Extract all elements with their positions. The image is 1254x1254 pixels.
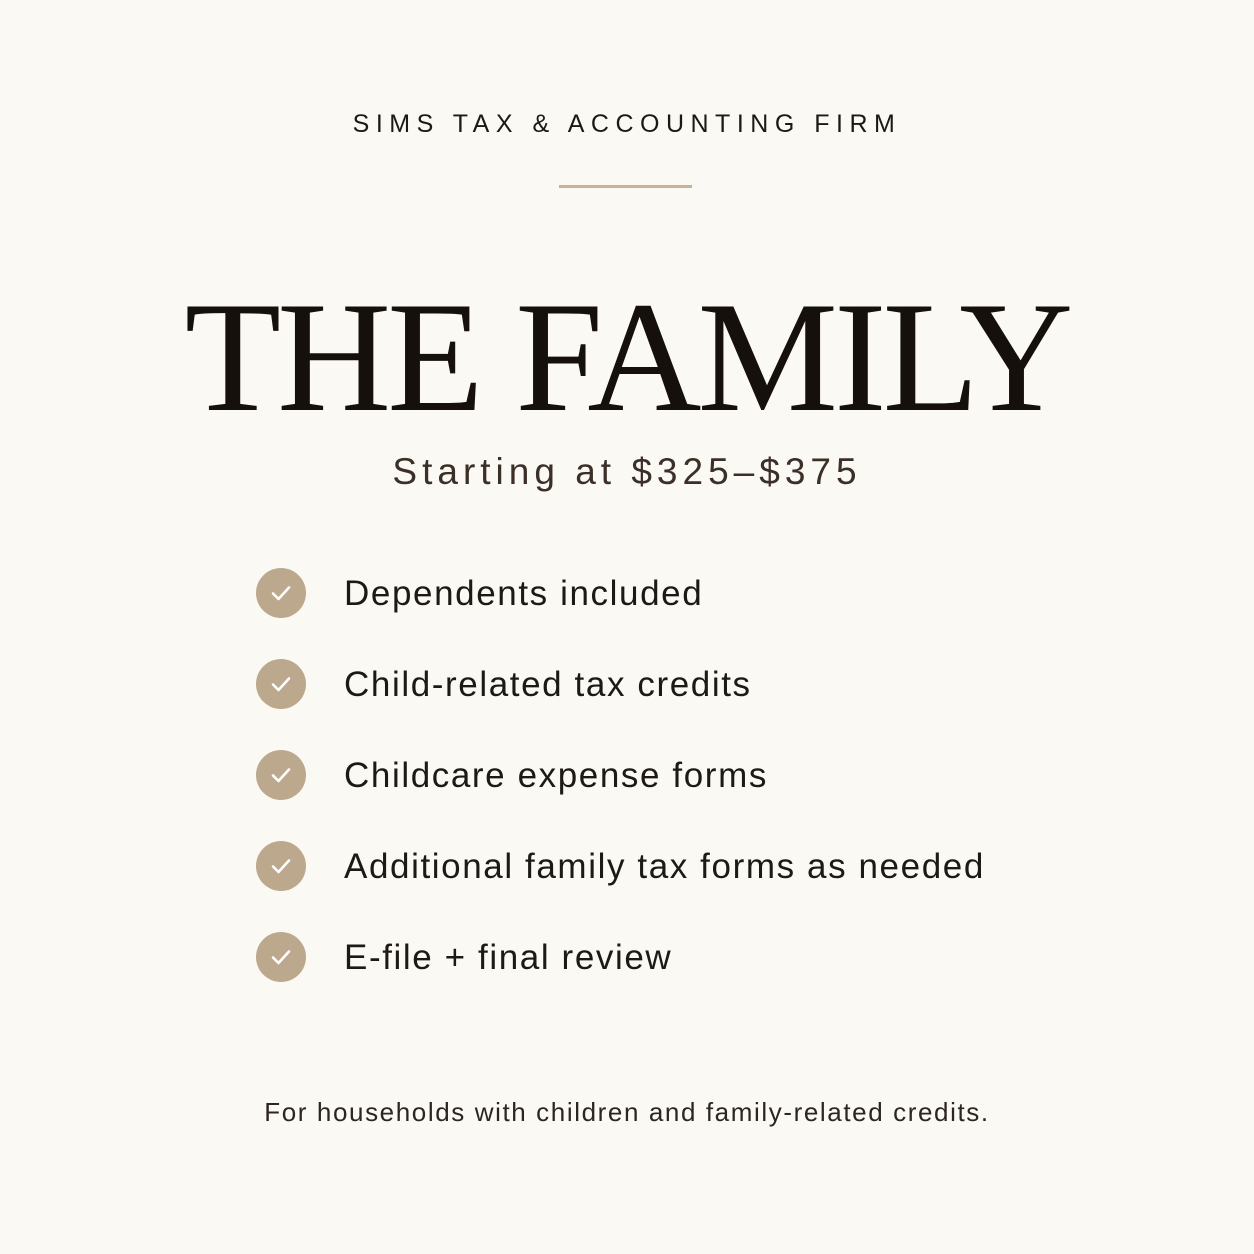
feature-label: Additional family tax forms as needed — [344, 847, 985, 886]
feature-label: Dependents included — [344, 574, 704, 613]
features-list — [256, 568, 985, 1023]
check-icon — [256, 568, 306, 618]
divider — [559, 185, 692, 188]
feature-item — [256, 568, 985, 659]
feature-item — [256, 750, 985, 841]
feature-item — [256, 841, 985, 932]
feature-label: E-file + final review — [344, 938, 673, 977]
check-icon — [256, 841, 306, 891]
feature-item — [256, 659, 985, 750]
feature-label: Child-related tax credits — [344, 665, 752, 704]
feature-item — [256, 932, 985, 1023]
footnote: For households with children and family-related credits. — [264, 1097, 990, 1127]
plan-title: THE FAMILY — [184, 270, 1070, 445]
firm-name: SIMS TAX & ACCOUNTING FIRM — [352, 110, 902, 138]
check-icon — [256, 932, 306, 982]
check-icon — [256, 750, 306, 800]
feature-label: Childcare expense forms — [344, 756, 768, 795]
plan-price: Starting at $325–$375 — [392, 451, 862, 492]
check-icon — [256, 659, 306, 709]
